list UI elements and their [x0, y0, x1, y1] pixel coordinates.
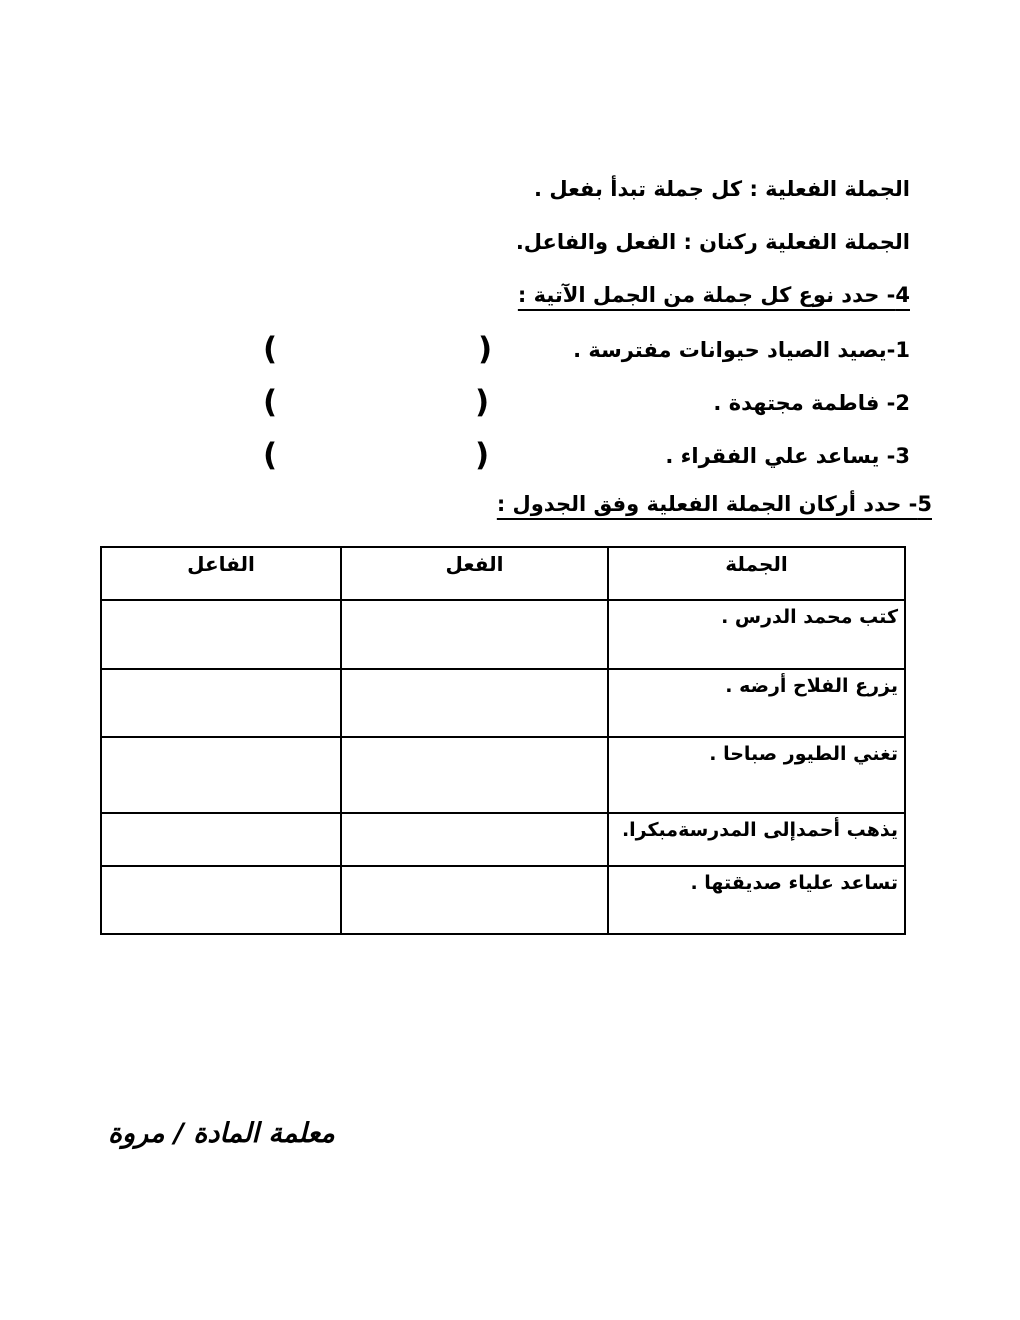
table-row	[101, 600, 905, 669]
section4-heading: 4- حدد نوع كل جملة من الجمل الآتية :	[517, 283, 910, 307]
sentence-cell: كتب محمد الدرس .	[608, 600, 905, 669]
verb-answer-cell	[341, 866, 608, 934]
section5-heading: 5- حدد أركان الجملة الفعلية وفق الجدول :	[496, 492, 932, 516]
verb-answer-cell	[341, 600, 608, 669]
table-row	[101, 669, 905, 737]
sentence-analysis-table	[100, 546, 906, 935]
verb-answer-cell	[341, 813, 608, 866]
answer-paren-left-3: (	[263, 437, 278, 473]
subject-answer-cell	[101, 669, 341, 737]
answer-paren-left-1: (	[263, 331, 278, 367]
subject-answer-cell	[101, 866, 341, 934]
definition-line-2: الجملة الفعلية ركنان : الفعل والفاعل.	[515, 230, 910, 254]
sentence-cell: يزرع الفلاح أرضه .	[608, 669, 905, 737]
answer-paren-right-2: )	[475, 384, 490, 420]
question-item-1: 1-يصيد الصياد حيوانات مفترسة .	[573, 338, 910, 362]
table-row	[101, 866, 905, 934]
answer-paren-left-2: (	[263, 384, 278, 420]
table-row	[101, 737, 905, 813]
sentence-cell: تغني الطيور صباحا .	[608, 737, 905, 813]
definition-line-1: الجملة الفعلية : كل جملة تبدأ بفعل .	[534, 177, 910, 201]
answer-paren-right-3: )	[475, 437, 490, 473]
sentence-cell: تساعد علياء صديقتها .	[608, 866, 905, 934]
answer-paren-right-1: )	[478, 331, 493, 367]
subject-answer-cell	[101, 600, 341, 669]
verb-answer-cell	[341, 737, 608, 813]
question-item-2: 2- فاطمة مجتهدة .	[713, 391, 910, 415]
subject-answer-cell	[101, 813, 341, 866]
column-header-subject: الفاعل	[101, 547, 341, 600]
subject-answer-cell	[101, 737, 341, 813]
question-item-3: 3- يساعد علي الفقراء .	[665, 444, 910, 468]
table-row	[101, 813, 905, 866]
verb-answer-cell	[341, 669, 608, 737]
sentence-cell: يذهب أحمدإلى المدرسةمبكرا.	[608, 813, 905, 866]
teacher-signature: معلمة المادة / مروة	[108, 1118, 335, 1149]
table-header-row	[101, 547, 905, 600]
column-header-sentence: الجملة	[608, 547, 905, 600]
column-header-verb: الفعل	[341, 547, 608, 600]
